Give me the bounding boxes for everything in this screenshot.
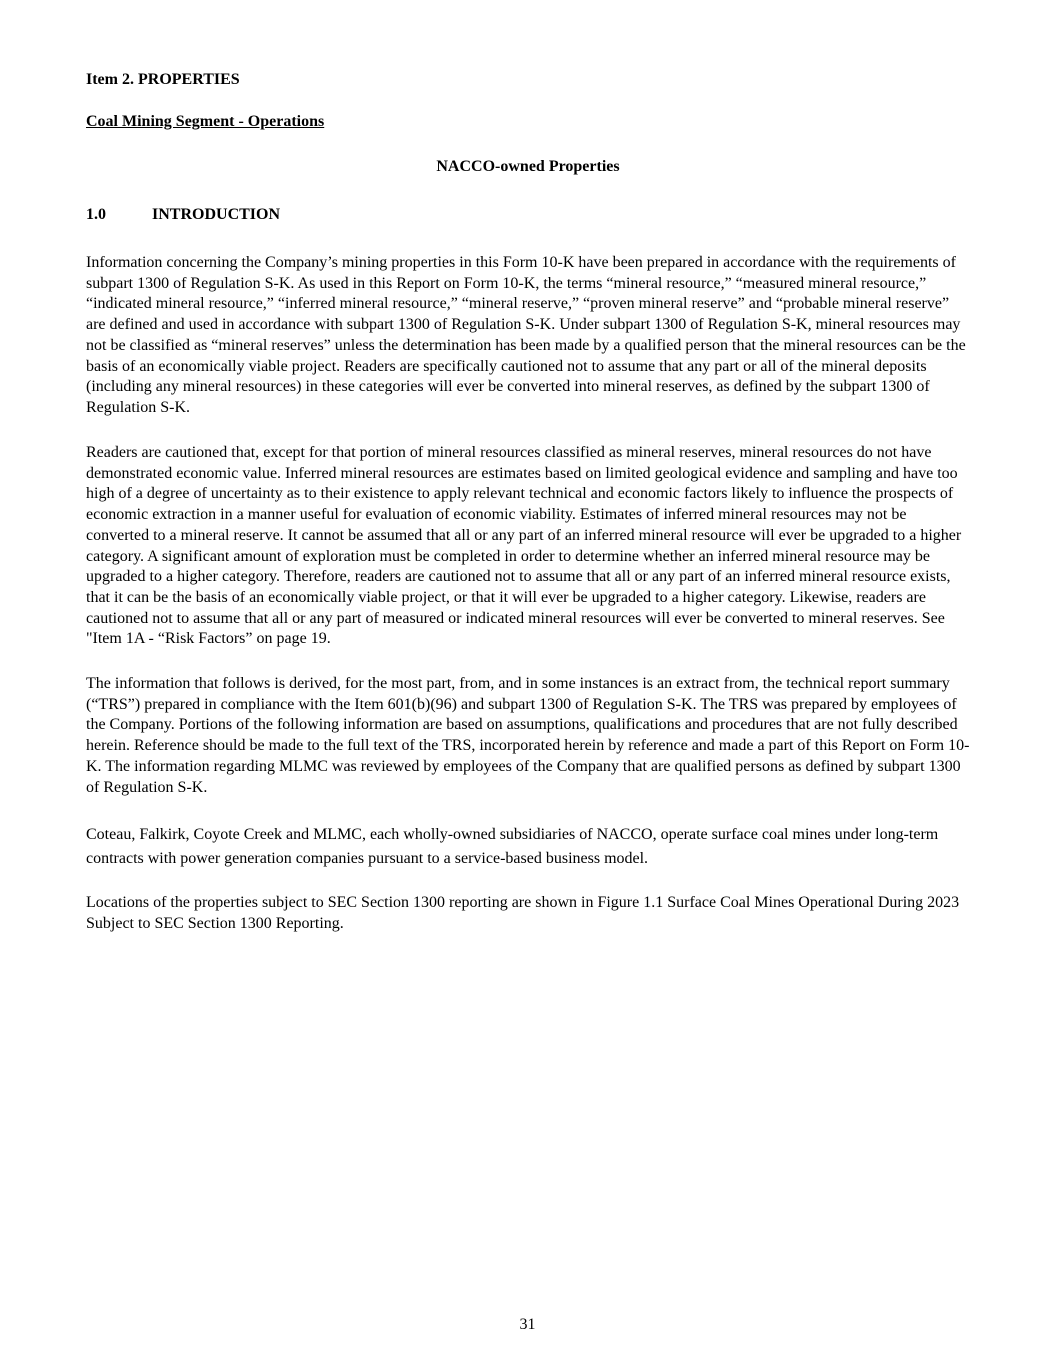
section-number: 1.0 <box>86 206 106 223</box>
section-heading <box>86 205 280 225</box>
paragraph-subsidiaries: Coteau, Falkirk, Coyote Creek and MLMC, each wholly-owned subsidiaries of NACCO, operate surface coal mines under long-term contracts with power generation companies pursuant to a service-based business model. <box>86 826 939 867</box>
segment-title: Coal Mining Segment - Operations <box>86 113 325 130</box>
section-subtitle: NACCO-owned Properties <box>436 158 620 175</box>
page-number: 31 <box>519 1316 536 1333</box>
section-title: INTRODUCTION <box>152 206 281 223</box>
paragraph-regulation: Information concerning the Company’s mining properties in this Form 10-K have been prepared in accordance with the requirements of subpart 1300 of Regulation S-K. As used in this Report on Form 10-K, the terms “mineral resource,” “measured mineral resource,” “indicated mineral resource,” “inferred mineral resource,” “mineral reserve,” “proven mineral reserve” and “probable mineral reserve” are defined and used in accordance with subpart 1300 of Regulation S-K. Under subpart 1300 of Regulation S-K, mineral resources may not be classified as “mineral reserves” unless the determination has been made by a qualified person that the mineral resources can be the basis of an economically viable project. Readers are specifically cautioned not to assume that any part or all of the mineral deposits (including any mineral resources) in these categories will ever be converted into mineral reserves, as defined by the subpart 1300 of Regulation S-K. <box>86 254 966 416</box>
paragraph-caution: Readers are cautioned that, except for that portion of mineral resources classified as mineral reserves, mineral resources do not have demonstrated economic value. Inferred mineral resources are estimates based on limited geological evidence and sampling and have too high of a degree of uncertainty as to their existence to apply relevant technical and economic factors likely to influence the prospects of economic extraction in a manner useful for evaluation of economic viability. Estimates of inferred mineral resources may not be converted to a mineral reserve. It cannot be assumed that all or any part of an inferred mineral resource will ever be upgraded to a higher category. A significant amount of exploration must be completed in order to determine whether an inferred mineral resource may be upgraded to a higher category. Therefore, readers are cautioned not to assume that all or any part of an inferred mineral resource exists, that it can be the basis of an economically viable project, or that it will ever be upgraded to a higher category. Likewise, readers are cautioned not to assume that all or any part of measured or indicated mineral resources will ever be converted to mineral reserves. See "Item 1A - “Risk Factors” on page 19. <box>86 444 962 648</box>
item-title: Item 2. PROPERTIES <box>86 71 240 88</box>
paragraph-locations: Locations of the properties subject to SEC Section 1300 reporting are shown in Figure 1.1 Surface Coal Mines Operational During 2023 Subject to SEC Section 1300 Reporting. <box>86 894 960 932</box>
paragraph-trs: The information that follows is derived, for the most part, from, and in some instances is an extract from, the technical report summary (“TRS”) prepared in compliance with the Item 601(b)(96) and subpart 1300 of Regulation S-K. The TRS was prepared by employees of the Company. Portions of the following information are based on assumptions, qualifications and procedures that are not fully described herein. Reference should be made to the full text of the TRS, incorporated herein by reference and made a part of this Report on Form 10-K. The information regarding MLMC was reviewed by employees of the Company that are qualified persons as defined by subpart 1300 of Regulation S-K. <box>86 675 970 796</box>
